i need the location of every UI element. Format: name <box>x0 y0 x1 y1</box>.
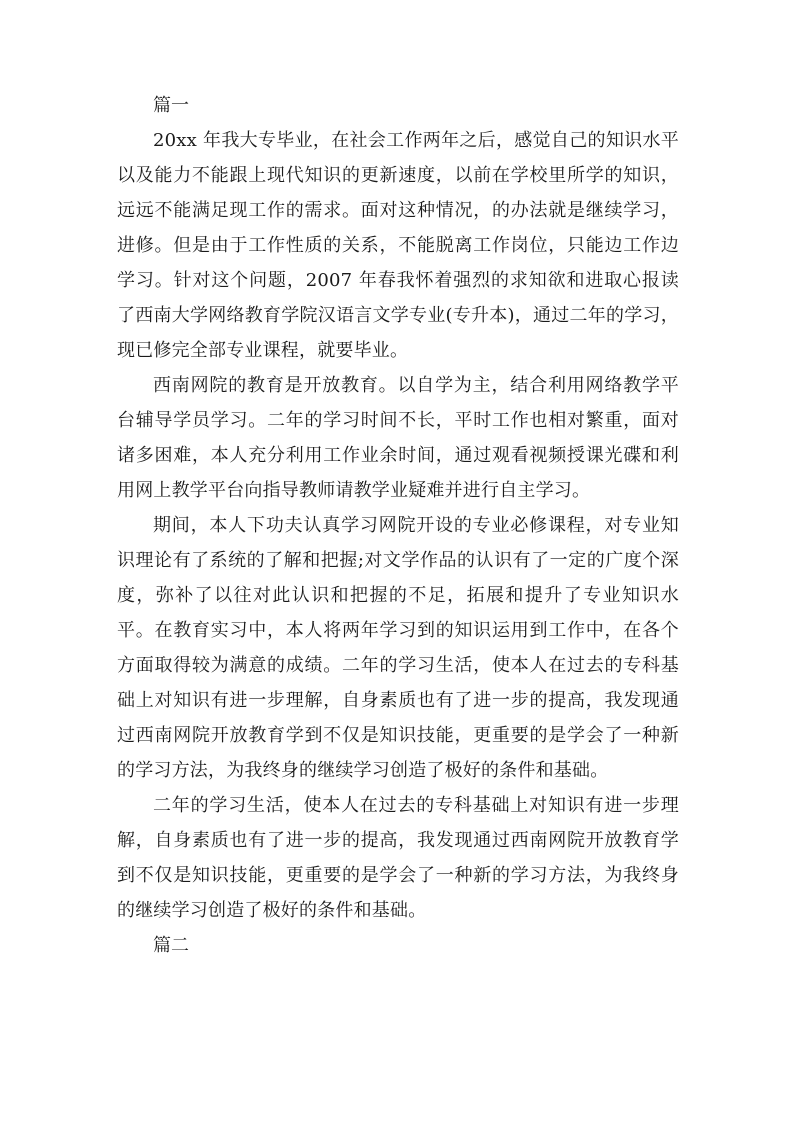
paragraph-4: 二年的学习生活，使本人在过去的专科基础上对知识有进一步理解，自身素质也有了进一步的提高，我发现通过西南网院开放教育学到不仅是知识技能，更重要的是学会了一种新的学习方法，为我终身的继续学习创造了极好的条件和基础。 <box>117 795 679 921</box>
paragraph-1: 20xx 年我大专毕业，在社会工作两年之后，感觉自己的知识水平以及能力不能跟上现代知识的更新速度，以前在学校里所学的知识，远远不能满足现工作的需求。面对这种情况，的办法就是继续学习，进修。但是由于工作性质的关系，不能脱离工作岗位，只能边工作边学习。针对这个问题，2007 年春我怀着强烈的求知欲和进取心报读了西南大学网络教育学院汉语言文学专业(专升本)，通过二年的学习，现已修完全部专业课程，就要毕业。 <box>117 130 679 361</box>
document-body <box>117 88 679 963</box>
section-heading-1: 篇一 <box>153 95 189 116</box>
paragraph-3: 期间，本人下功夫认真学习网院开设的专业必修课程，对专业知识理论有了系统的了解和把握;对文学作品的认识有了一定的广度个深度，弥补了以往对此认识和把握的不足，拓展和提升了专业知识水平。在教育实习中，本人将两年学习到的知识运用到工作中，在各个方面取得较为满意的成绩。二年的学习生活，使本人在过去的专科基础上对知识有进一步理解，自身素质也有了进一步的提高，我发现通过西南网院开放教育学到不仅是知识技能，更重要的是学会了一种新的学习方法，为我终身的继续学习创造了极好的条件和基础。 <box>117 515 679 781</box>
paragraph-2: 西南网院的教育是开放教育。以自学为主，结合利用网络教学平台辅导学员学习。二年的学习时间不长，平时工作也相对繁重，面对诸多困难，本人充分利用工作业余时间，通过观看视频授课光碟和利用网上教学平台向指导教师请教学业疑难并进行自主学习。 <box>117 375 679 501</box>
section-heading-2: 篇二 <box>153 935 189 956</box>
